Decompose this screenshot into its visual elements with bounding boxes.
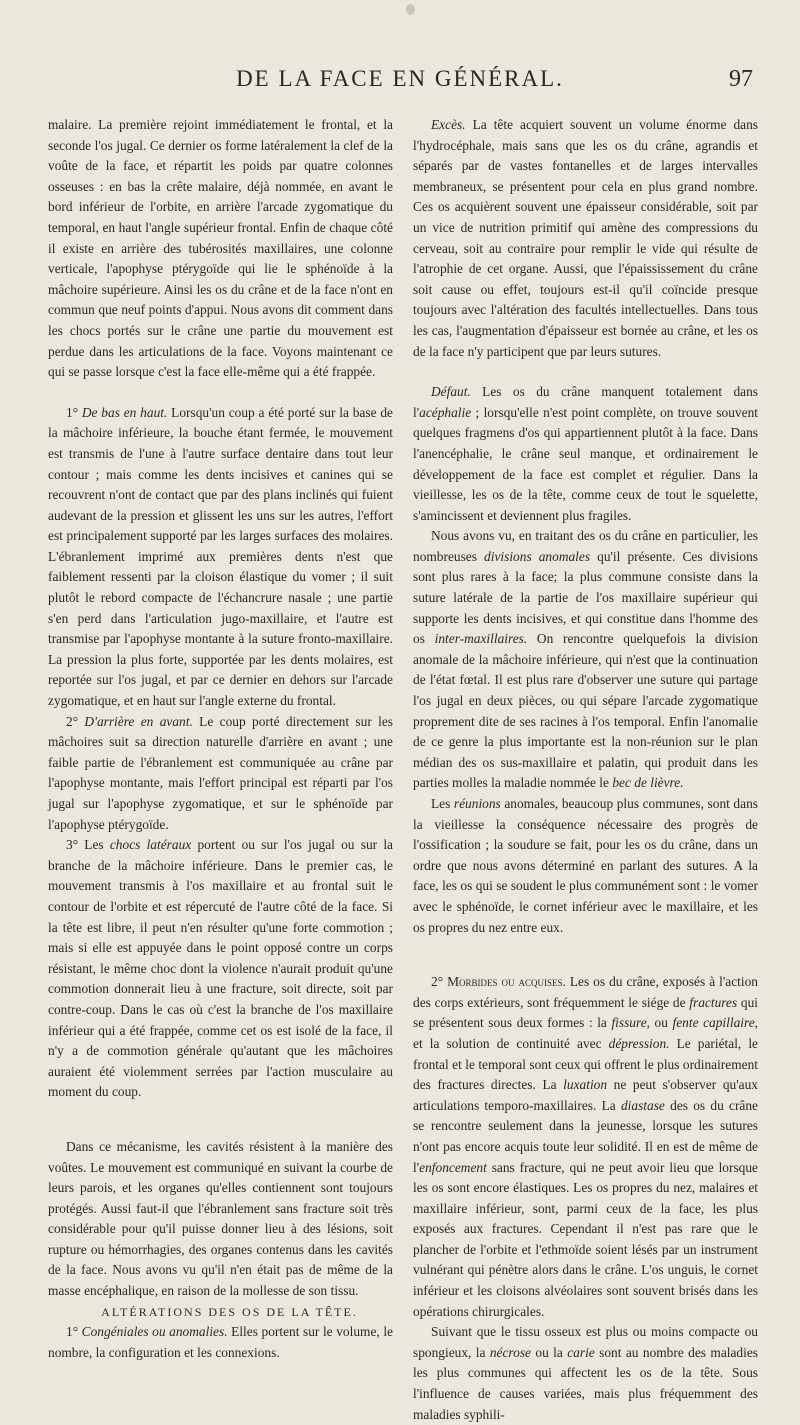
running-title: DE LA FACE EN GÉNÉRAL. (236, 66, 564, 91)
paragraph-chocs-lateraux: 3° Les chocs latéraux portent ou sur l'os jugal ou sur la branche de la mâchoire inférieure. Dans le premier cas, le mouvement transmis à l'os maxillaire et au frontal suit le contour de l'orbite et est répercuté de l'autre côté de la face. Si la tête est libre, il peut n'en résulter qu'une forte commotion ; mais si elle est appuyée dans le point opposé contre un corps résistant, le même choc dont la violence n'aurait produit qu'une commotion donnerait lieu à une fracture, soit directe, soit par contre-coup. Dans le cas où c'est la branche de l'os maxillaire inférieur qui a été frappée, comme cet os est isolé de la face, il n'y a de commotion générale qu'autant que les mâchoires auraient été violemment serrées par l'action musculaire au moment du coup. (48, 837, 393, 1100)
paragraph-exces: Excès. La tête acquiert souvent un volume énorme dans l'hydrocéphale, mais sans que les os du crâne, agrandis et séparés par de vastes fontanelles et de larges intervalles membraneux, se présentent pour cela en plus grand nombre. Ces os acquièrent souvent une épaisseur considérable, soit par un vice de nutrition primitif qui amène des compressions du cerveau, soit au contraire pour remplir le vide qui résulte de l'atrophie de cet organe. Aussi, que l'épaississement du crâne soit cause ou effet, toujours est-il qu'il coïncide presque toujours avec l'altération des facultés intellectuelles. Dans tous les cas, l'augmentation d'épaisseur est bornée au crâne, et les os de la face n'y participent que par leurs sutures. (413, 117, 758, 359)
section-title: ALTÉRATIONS DES OS DE LA TÊTE. (101, 1304, 358, 1319)
left-column (48, 115, 393, 1363)
paragraph: malaire. La première rejoint immédiatement le frontal, et la seconde l'os jugal. Ce dernier os forme latéralement la clef de la voûte de la face, et répartit les poids par quatre colonnes osseuses : en bas la crête malaire, déjà nommée, en avant le bord inférieur de l'orbite, en arrière l'arcade zygomatique du temporal, en haut l'angle supérieur frontal. Enfin de chaque côté il existe en arrière des tubérosités maxillaires, une colonne verticale, l'apophyse ptérygoïde qui lie le sphénoïde à la mâchoire supérieure. Ainsi les os du crâne et de la face n'ont en commun que neuf points d'appui. Nous avons dit comment dans les chocs portés sur le crâne une partie du mouvement est perdue dans les articulations de la face. Voyons maintenant ce qui se passe lorsque c'est la face elle-même qui a été frappée. (48, 117, 393, 380)
right-column (413, 115, 758, 1425)
page-number: 97 (729, 66, 753, 92)
paragraph-bas-en-haut: 1° De bas en haut. Lorsqu'un coup a été porté sur la base de la mâchoire inférieure, la bouche étant fermée, le mouvement est transmis de l'une à l'autre surface dentaire dans tout leur contour ; mais comme les dents incisives et canines qui se recouvrent n'ont de contact que par des plans inclinés qui fuient audevant de la pression et glissent les uns sur les autres, l'effort est principalement supporté par les larges surfaces des molaires. L'ébranlement imprimé aux premières dents n'est que faiblement ressenti par la cloison élastique du vomer ; il suit plutôt le rebord compacte de l'échancrure nasale ; une partie s'en perd dans l'articulation jugo-maxillaire, et l'autre est transmise par l'apophyse montante à la suture fronto-maxillaire. La pression la plus forte, supportée par les dents molaires, est reportée sur l'os jugal, et par ce dernier en dehors sur l'arcade zygomatique, et en haut sur l'angle externe du frontal. (48, 404, 393, 709)
paragraph-morbides: 2° Morbides ou acquises. Les os du crâne, exposés à l'action des corps extérieurs, sont fréquemment le siége de fractures qui se présentent sous deux formes : la fissure, ou fente capillaire, et la solution de continuité avec dépression. Le pariétal, le frontal et le temporal sont ceux qui offrent le plus ordinairement des fractures directes. La luxation ne peut s'observer qu'aux articulations temporo-maxillaires. La diastase des os du crâne se rencontre seulement dans la jeunesse, lorsque les sutures n'ont pas encore acquis toute leur solidité. Il en est de même de l'enfoncement sans fracture, qui ne peut avoir lieu que lorsque les os sont encore élastiques. Les os propres du nez, malaires et maxillaire inférieur, sont, parmi ceux de la face, les plus exposés aux fractures. Cependant il n'est pas rare que le plancher de l'orbite et l'ethmoïde soient lésés par un instrument vulnérant qui pénètre alors dans le crâne. L'os unguis, le cornet inférieur et les cloisons alvéolaires sont souvent brisés dans les opérations chirurgicales. (413, 974, 759, 1319)
paragraph-necrose: Suivant que le tissu osseux est plus ou moins compacte ou spongieux, la nécrose ou la carie sont au nombre des maladies les plus communes qui affectent les os de la tête. Sous l'influence de causes variées, mais plus fréquemment des maladies syphili- (413, 1324, 758, 1422)
paragraph-congeniales: 1° Congéniales ou anomalies. Elles portent sur le volume, le nombre, la configuration et les connexions. (48, 1324, 393, 1360)
paragraph-divisions: Nous avons vu, en traitant des os du crâne en particulier, les nombreuses divisions anomales qu'il présente. Ces divisions sont plus rares à la face; la plus commune consiste dans la suture latérale de la partie de l'os maxillaire supérieur qui supporte les dents incisives, et qui constitue dans l'homme des os inter-maxillaires. On rencontre quelquefois la division anomale de la mâchoire inférieure, qui n'est que la continuation de l'état fœtal. Il est plus rare d'observer une suture qui partage l'os jugal en deux pièces, ou qui sépare l'arcade zygomatique proprement dite de ses racines à l'os temporal. Enfin l'anomalie de ce genre la plus importante est la non-réunion sur le plan médian des os sus-maxillaire et palatin, qui produit dans les parties molles la maladie nommée le bec de lièvre. (413, 528, 758, 791)
paragraph-mecanisme: Dans ce mécanisme, les cavités résistent à la manière des voûtes. Le mouvement est communiqué en suivant la courbe de leurs parois, et les organes qu'elles contiennent sont toujours protégés. Aussi faut-il que l'ébranlement sans fracture soit très considérable pour qu'il puisse donner lieu à des lésions, soit rupture ou hémorrhagies, des organes contenus dans les cavités de la face. Nous avons vu qu'il n'en était pas de même de la masse encéphalique, en raison de la mollesse de son tissu. (48, 1138, 393, 1299)
page-header (0, 0, 800, 92)
paragraph-arriere-en-avant: 2° D'arrière en avant. Le coup porté directement sur les mâchoires suit sa direction naturelle d'arrière en avant ; une faible partie de l'ébranlement est communiquée au crâne par l'apophyse montante, mais l'effort principal est réparti par l'os jugal sur l'apophyse zygomatique, et sur le sphénoïde par l'apophyse ptérygoïde. (48, 713, 393, 832)
paragraph-defaut: Défaut. Les os du crâne manquent totalement dans l'acéphalie ; lorsqu'elle n'est point complète, on trouve souvent quelques fragmens d'os qui appartiennent plutôt à la face. Dans l'anencéphalie, le crâne seul manque, et ordinairement le développement de la face est complet et régulier. Dans la vieillesse, les os de la tête, comme ceux de tout le squelette, s'amincissent et deviennent plus fragiles. (413, 384, 758, 523)
paragraph-reunions: Les réunions anomales, beaucoup plus communes, sont dans la vieillesse la conséquence nécessaire des progrès de l'ossification ; la soudure se fait, pour les os du crâne, dans un ordre que nous avons déterminé en parlant des sutures. A la face, les os qui se soudent le plus communément sont : le vomer avec le sphénoïde, le cornet inférieur avec le maxillaire, et les os propres du nez entre eux. (413, 796, 758, 935)
ink-spot (406, 4, 415, 15)
